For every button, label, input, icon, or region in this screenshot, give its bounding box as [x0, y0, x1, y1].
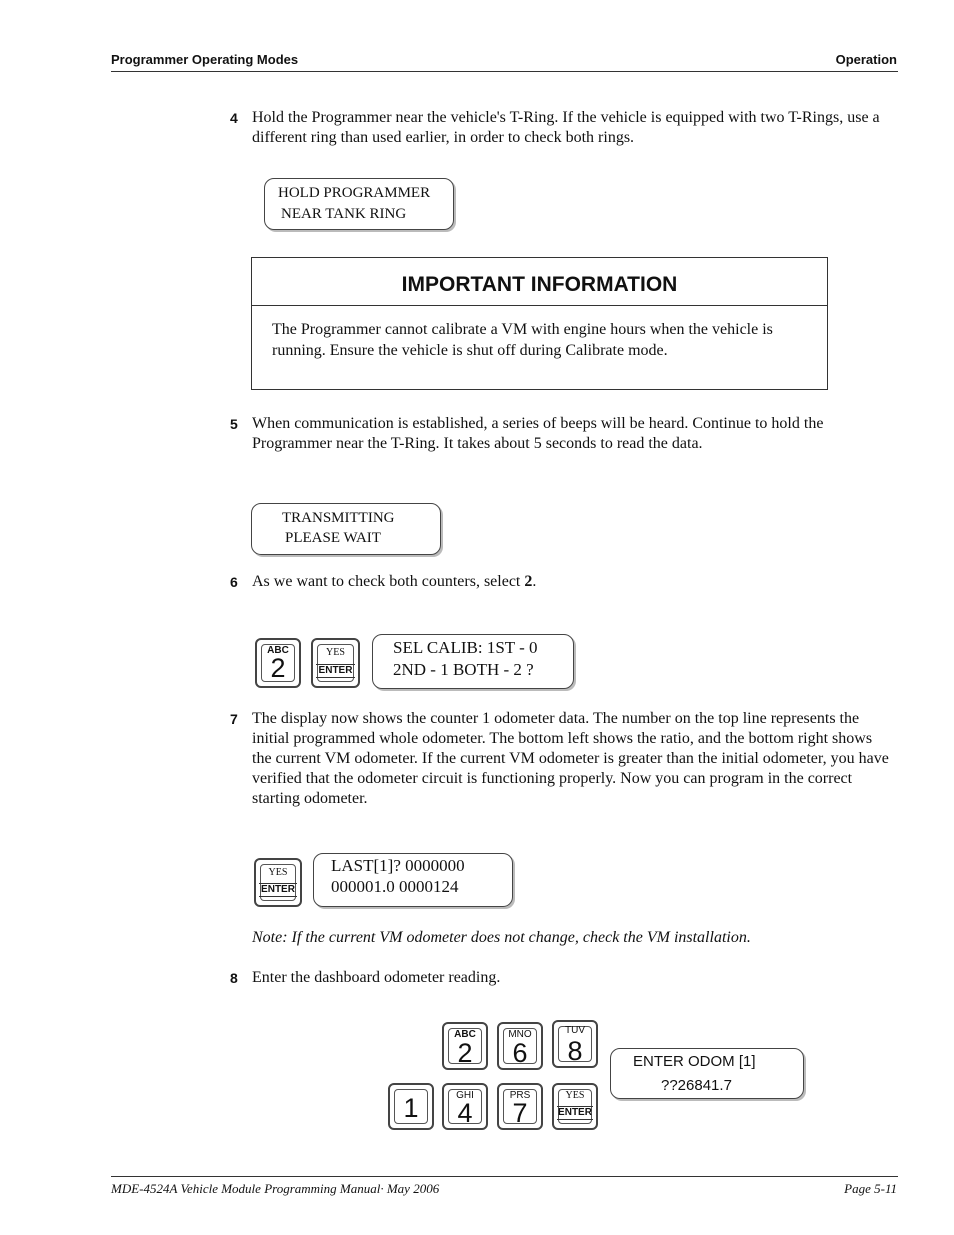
key-enter-label: ENTER — [259, 883, 297, 897]
footer-rule — [111, 1176, 898, 1177]
step-4 — [230, 108, 895, 148]
lcd-display-hold — [264, 178, 454, 230]
key-2-abc[interactable] — [442, 1022, 488, 1070]
step-text-part: . — [532, 573, 537, 590]
key-yes-enter[interactable] — [254, 858, 302, 907]
key-8-tuv[interactable] — [552, 1020, 598, 1068]
lcd-display-transmitting — [251, 503, 441, 555]
key-letters: ABC — [267, 645, 289, 656]
lcd-line-2: PLEASE WAIT — [285, 530, 381, 546]
key-yes-label: YES — [326, 647, 345, 658]
key-6-mno[interactable] — [497, 1022, 543, 1070]
lcd-line-1: TRANSMITTING — [282, 510, 395, 526]
key-letters: MNO — [508, 1029, 532, 1040]
key-7-prs[interactable] — [497, 1083, 543, 1130]
step-text — [252, 572, 895, 592]
lcd-line-1: ENTER ODOM [1] — [633, 1053, 756, 1070]
footer-manual-title: MDE-4524A Vehicle Module Programming Manual· May 2006 — [111, 1181, 440, 1196]
step-8 — [230, 968, 895, 988]
key-enter-label: ENTER — [316, 664, 355, 678]
step-number: 6 — [230, 574, 238, 590]
key-digit: 8 — [567, 1036, 583, 1066]
key-letters: GHI — [456, 1090, 474, 1101]
step-number: 7 — [230, 711, 238, 727]
step-text: Enter the dashboard odometer reading. — [252, 969, 501, 986]
key-digit: 2 — [457, 1038, 473, 1068]
key-digit: 7 — [512, 1098, 528, 1128]
step-5 — [230, 414, 895, 454]
lcd-display-last-odometer — [313, 853, 513, 907]
key-letters: PRS — [509, 1090, 531, 1101]
important-body: The Programmer cannot calibrate a VM with engine hours when the vehicle is running. Ensure the vehicle is shut off during Calibrate mode. — [272, 321, 773, 359]
key-enter-label: ENTER — [558, 1107, 592, 1118]
lcd-line-1: SEL CALIB: 1ST - 0 — [393, 638, 538, 657]
key-digit: 4 — [457, 1098, 473, 1128]
step-number: 4 — [230, 110, 238, 126]
step-text: The display now shows the counter 1 odometer data. The number on the top line represents the initial programmed whole odometer. The bottom left shows the ratio, and the bottom right shows the current VM odometer. If the current VM odometer is greater than the initial odometer, you have verified that the odometer circuit is functioning properly. Now you can program in the correct starting odometer. — [252, 710, 889, 807]
key-digit: 6 — [512, 1038, 528, 1068]
lcd-line-1: LAST[1]? 0000000 — [331, 856, 465, 875]
key-yes-label: YES — [565, 1090, 585, 1101]
step-text: When communication is established, a series of beeps will be heard. Continue to hold the Programmer near the T-Ring. It takes about 5 seconds to read the data. — [252, 415, 824, 452]
lcd-line-2: NEAR TANK RING — [281, 206, 407, 222]
step-7 — [230, 709, 895, 809]
note-text: Note: If the current VM odometer does not change, check the VM installation. — [252, 929, 751, 946]
key-yes-enter[interactable] — [552, 1083, 598, 1130]
step-text: Hold the Programmer near the vehicle's T-Ring. If the vehicle is equipped with two T-Rings, use a different ring than used earlier, in order to check both rings. — [252, 109, 880, 146]
important-title: IMPORTANT INFORMATION — [252, 258, 827, 306]
header-rule — [111, 71, 898, 72]
header-section-title: Programmer Operating Modes — [111, 52, 299, 67]
key-letters: ABC — [454, 1029, 476, 1040]
step-6 — [230, 572, 895, 592]
lcd-line-1: HOLD PROGRAMMER — [278, 185, 431, 201]
header-chapter-title: Operation — [835, 52, 897, 67]
key-letters: TUV — [565, 1025, 585, 1036]
key-4-ghi[interactable] — [442, 1083, 488, 1130]
lcd-line-2: ??26841.7 — [661, 1077, 732, 1094]
step-text-part: As we want to check both counters, select — [252, 573, 525, 590]
key-2-abc[interactable] — [255, 638, 301, 688]
key-yes-enter[interactable] — [311, 638, 360, 688]
key-digit: 1 — [403, 1093, 419, 1123]
important-information-box — [251, 257, 828, 390]
lcd-line-2: 000001.0 0000124 — [331, 877, 459, 896]
step-number: 5 — [230, 416, 238, 432]
lcd-display-enter-odom — [610, 1048, 804, 1099]
step-text-bold: 2 — [524, 573, 533, 590]
key-yes-label: YES — [268, 867, 288, 878]
lcd-display-select-calib — [372, 634, 574, 689]
key-digit: 2 — [270, 653, 286, 683]
lcd-line-2: 2ND - 1 BOTH - 2 ? — [393, 660, 534, 679]
step-number: 8 — [230, 970, 238, 986]
footer-page-number: Page 5-11 — [844, 1181, 897, 1196]
key-1[interactable] — [388, 1083, 434, 1130]
